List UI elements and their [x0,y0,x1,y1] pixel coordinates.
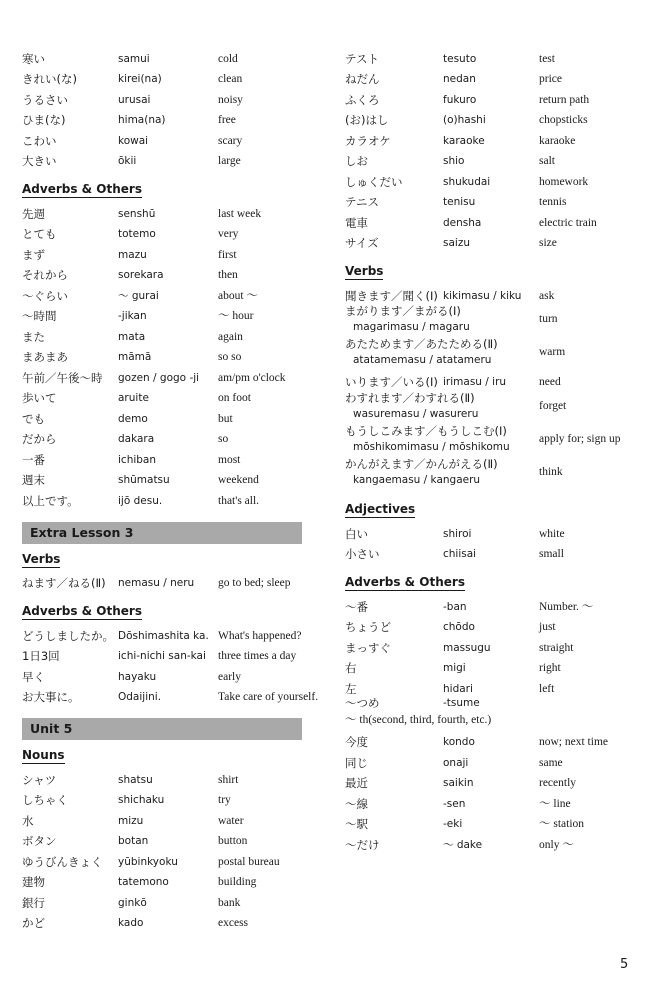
vocab-row [22,467,322,488]
romaji: shiroi [443,527,472,540]
romaji: tenisu [443,196,476,208]
japanese-term: まっすぐ [345,640,391,655]
romaji: yūbinkyoku [118,855,178,868]
vocab-row [345,614,645,635]
vocab-row [22,787,322,808]
english-meaning: but [218,412,233,425]
vocab-row [22,889,322,910]
english-meaning: right [539,662,561,674]
vocab-row [345,282,645,303]
japanese-term: 一番 [22,452,45,467]
japanese-term: ふくろ [345,92,380,107]
vocab-row [345,230,645,251]
vocab-row [22,426,322,447]
romaji: Dōshimashita ka. [118,629,209,642]
english-meaning: think [539,465,563,478]
romaji: shatsu [118,773,153,786]
english-meaning: warm [539,346,566,358]
vocab-entry [345,391,539,421]
romaji: hayaku [118,670,157,683]
romaji: fukuro [443,93,477,106]
japanese-term: 〜駅 [345,817,368,831]
english-meaning: What's happened? [218,629,302,642]
english-meaning: recently [539,777,577,789]
vocab-row [345,107,645,128]
english-meaning: chopsticks [539,114,588,126]
english-meaning: most [218,453,241,466]
japanese-term: 水 [22,813,34,828]
japanese-term: 大きい [22,154,57,168]
english-meaning: postal bureau [218,855,280,868]
page-number: 5 [620,957,629,972]
romaji: -jikan [118,310,147,322]
vocab-entry [345,304,539,334]
english-meaning: weekend [218,474,259,486]
japanese-term: 今度 [345,735,368,749]
japanese-term: うるさい [22,92,68,107]
romaji: massugu [443,641,491,654]
english-meaning: small [539,548,564,560]
japanese-term: テニス [345,195,380,209]
vocab-row [22,148,322,169]
vocab-list-adverbs-2 [22,622,322,704]
vocab-row [345,45,645,66]
vocab-row [22,200,322,221]
romaji: magarimasu / magaru [353,321,470,333]
english-meaning: water [218,814,244,827]
english-meaning: 〜 station [539,818,585,830]
vocab-row [22,385,322,406]
vocab-row [22,663,322,684]
japanese-term: こわい [22,133,57,148]
romaji: -tsume [443,696,480,709]
vocab-row [345,541,645,562]
romaji: (o)hashi [443,114,486,126]
japanese-term: でも [22,411,45,426]
vocab-row [345,729,645,750]
english-meaning: Number. 〜 [539,600,594,613]
vocab-row [22,262,322,283]
vocab-row [345,593,645,614]
japanese-term: 建物 [22,875,45,889]
english-meaning: left [539,682,555,695]
vocab-row [345,520,645,541]
romaji: dakara [118,433,155,445]
english-meaning: 〜 line [539,797,571,810]
japanese-term: 〜だけ [345,837,380,852]
english-meaning: turn [539,313,558,325]
english-meaning: electric train [539,216,597,229]
romaji: 〜 dake [443,838,483,851]
vocab-entry [345,424,539,454]
romaji: chiisai [443,548,477,560]
vocab-row [345,168,645,189]
romaji: saikin [443,777,474,789]
romaji: nemasu / neru [118,577,195,589]
romaji: samui [118,52,150,65]
vocab-row [345,303,645,336]
english-meaning: shirt [218,773,239,786]
romaji: -eki [443,818,463,830]
romaji: mata [118,330,146,343]
romaji: kado [118,917,144,929]
romaji: sorekara [118,269,164,281]
vocab-row [22,107,322,128]
english-meaning: only 〜 [539,838,574,851]
japanese-term: どうしましたか。 [22,628,114,643]
english-meaning: then [218,269,238,281]
japanese-term: いります／いる(Ⅰ) [345,375,438,389]
romaji: totemo [118,228,156,240]
vocab-row [345,369,645,390]
left-column [22,45,322,930]
romaji: botan [118,835,149,847]
romaji: hidari [443,682,473,695]
vocab-row [345,209,645,230]
vocab-row [345,770,645,791]
english-meaning: Take care of yourself. [218,691,319,703]
section-title-adverbs-2: Adverbs & Others [22,604,142,618]
japanese-term: サイズ [345,236,379,250]
english-meaning: early [218,670,241,683]
romaji: māmā [118,351,152,363]
section-title-verbs-right: Verbs [345,264,384,278]
japanese-term: とても [22,227,57,241]
english-meaning: 〜 hour [218,310,254,322]
vocab-row [22,643,322,664]
vocab-row [22,241,322,262]
english-meaning: apply for; sign up [539,432,621,445]
english-meaning: scary [218,134,243,147]
romaji: kondo [443,736,475,748]
english-meaning: very [218,228,239,240]
romaji: shichaku [118,794,165,806]
vocab-row [22,405,322,426]
section-title-verbs: Verbs [22,551,61,566]
english-meaning: so [218,433,229,445]
section-title-adjectives: Adjectives [345,502,416,516]
japanese-term: 左 [345,681,357,696]
vocab-row [22,487,322,508]
english-meaning: white [539,527,565,540]
romaji: kowai [118,134,149,147]
romaji: tesuto [443,52,477,65]
vocab-row [345,336,645,369]
japanese-term: 午前／午後〜時 [22,370,103,385]
japanese-term: ゆうびんきょく [22,854,103,869]
romaji: irimasu / iru [443,376,507,388]
japanese-term: ひま(な) [22,113,66,127]
romaji: tatemono [118,876,169,888]
vocab-row [22,282,322,303]
vocab-row [22,45,322,66]
romaji: 〜 gurai [118,289,159,302]
romaji: wasuremasu / wasureru [353,407,479,420]
english-meaning: button [218,835,248,847]
romaji: urusai [118,93,151,106]
japanese-term: 〜ぐらい [22,288,68,303]
vocab-row [22,344,322,365]
vocab-row [22,127,322,148]
japanese-term: また [22,329,45,344]
vocab-row [345,66,645,87]
romaji: chōdo [443,621,475,633]
vocab-list-verbs-right [345,282,645,488]
english-meaning: cold [218,52,238,65]
japanese-term: 銀行 [22,895,45,910]
vocab-list-nouns-cont [345,45,645,250]
japanese-term: ボタン [22,834,57,848]
romaji: migi [443,662,466,674]
english-meaning: same [539,756,563,769]
japanese-term: もうしこみます／もうしこむ(Ⅰ) [345,423,507,438]
english-meaning: need [539,376,561,388]
japanese-term: お大事に。 [22,690,80,704]
romaji: senshū [118,207,156,220]
romaji: ōkii [118,155,137,167]
vocab-row [345,389,645,422]
english-meaning: price [539,73,562,85]
japanese-term: シャツ [22,772,57,787]
japanese-term: 歩いて [22,391,57,405]
english-meaning: forget [539,399,567,412]
english-meaning: try [218,794,231,806]
vocab-list-nouns [22,766,322,930]
japanese-term: あたためます／あたためる(Ⅱ) [345,337,498,351]
romaji: hima(na) [118,114,166,126]
vocab-list-verbs [22,570,322,591]
english-meaning: go to bed; sleep [218,577,291,589]
japanese-term: しゅくだい [345,174,403,189]
vocab-row [22,869,322,890]
japanese-term: しちゃく [22,793,68,807]
japanese-term: それから [22,268,68,282]
english-meaning: straight [539,641,574,654]
english-meaning: about 〜 [218,289,258,302]
vocab-row [345,634,645,655]
lesson-banner-unit-5: Unit 5 [22,718,302,740]
vocab-row [345,811,645,832]
vocab-row [345,189,645,210]
english-meaning: return path [539,93,590,106]
vocab-row [22,910,322,931]
english-meaning: size [539,237,557,249]
japanese-term: 〜つめ [345,695,380,710]
section-title-nouns: Nouns [22,748,65,762]
vocab-row [345,696,645,729]
japanese-term: テスト [345,51,380,66]
romaji: kangaemasu / kangaeru [353,473,481,486]
japanese-term: しお [345,154,368,168]
vocab-list-adjectives-cont [22,45,322,168]
english-meaning: homework [539,175,589,188]
vocab-row [22,221,322,242]
japanese-term: 同じ [345,755,368,770]
vocab-row [345,455,645,488]
vocab-row [345,127,645,148]
english-meaning: first [218,248,237,261]
english-meaning: clean [218,73,243,85]
english-meaning: just [539,621,556,633]
english-meaning: karaoke [539,134,576,147]
english-meaning: free [218,114,236,126]
romaji: nedan [443,73,476,85]
japanese-term: 以上です。 [22,493,79,508]
japanese-term: まず [22,247,45,262]
vocab-row [22,848,322,869]
japanese-term: わすれます／わすれる(Ⅱ) [345,390,475,405]
vocab-entry [345,337,539,367]
romaji: demo [118,412,148,425]
english-meaning: large [218,155,241,167]
english-meaning: now; next time [539,736,608,748]
english-meaning: am/pm o'clock [218,371,286,384]
japanese-term: 聞きます／聞く(Ⅰ) [345,288,438,303]
japanese-term: 小さい [345,547,380,561]
japanese-term: 寒い [22,51,45,66]
japanese-term: かど [22,916,45,930]
romaji: Odaijini. [118,691,162,703]
vocab-list-adverbs-right [345,593,645,852]
japanese-term: 〜時間 [22,309,57,323]
romaji: ijō desu. [118,494,163,507]
vocab-row [345,831,645,852]
english-meaning: on foot [218,392,251,404]
romaji: ichi-nichi san-kai [118,650,206,662]
romaji: gozen / gogo -ji [118,371,200,384]
romaji: mazu [118,248,147,261]
vocab-row [22,364,322,385]
japanese-term: ねだん [345,72,380,86]
english-meaning: noisy [218,93,243,106]
vocab-entry [345,457,539,487]
vocab-row [22,570,322,591]
romaji: mizu [118,814,144,827]
romaji: -ban [443,600,467,613]
japanese-term: だから [22,432,57,446]
japanese-term: 先週 [22,206,45,221]
vocab-row [345,655,645,676]
vocab-row [345,422,645,455]
english-meaning: ask [539,289,555,302]
vocab-row [22,622,322,643]
vocab-row [345,86,645,107]
english-meaning: three times a day [218,650,297,662]
romaji: -sen [443,797,466,810]
vocab-row [22,766,322,787]
vocab-row [22,446,322,467]
japanese-term: 白い [345,526,368,541]
japanese-term: (お)はし [345,113,389,127]
vocab-row [22,323,322,344]
vocab-row [345,790,645,811]
vocab-list-adverbs [22,200,322,508]
english-meaning: 〜 th(second, third, fourth, etc.) [345,713,492,726]
japanese-term: ねます／ねる(Ⅱ) [22,576,106,590]
vocab-row [22,86,322,107]
japanese-term: 早く [22,669,45,684]
lesson-banner-extra-3: Extra Lesson 3 [22,522,302,544]
english-meaning: last week [218,207,262,220]
romaji: shio [443,155,465,167]
vocab-list-adjectives [345,520,645,561]
japanese-term: 1日3回 [22,649,60,663]
vocab-row [345,148,645,169]
japanese-term: 〜番 [345,599,368,614]
section-title-adverbs-right: Adverbs & Others [345,575,465,589]
romaji: ginkō [118,896,147,909]
english-meaning: excess [218,917,249,929]
vocab-row [345,675,645,696]
japanese-term: 週末 [22,473,45,487]
japanese-term: 電車 [345,215,368,230]
romaji: mōshikomimasu / mōshikomu [353,440,510,453]
romaji: kirei(na) [118,73,162,85]
romaji: aruite [118,392,149,404]
romaji: atatamemasu / atatameru [353,354,492,366]
romaji: karaoke [443,134,485,147]
english-meaning: salt [539,155,555,167]
right-column [345,45,645,852]
japanese-term: きれい(な) [22,72,77,86]
japanese-term: 〜線 [345,796,368,811]
english-meaning: building [218,876,257,888]
english-meaning: again [218,330,243,343]
english-meaning: bank [218,896,241,909]
japanese-term: かんがえます／かんがえる(Ⅱ) [345,456,498,471]
romaji: densha [443,216,482,229]
japanese-term: まがります／まがる(Ⅰ) [345,304,461,318]
japanese-term: ちょうど [345,620,391,634]
vocab-row [22,684,322,705]
english-meaning: that's all. [218,494,260,507]
romaji: kikimasu / kiku [443,289,522,302]
english-meaning: test [539,52,555,65]
japanese-term: 最近 [345,776,368,790]
japanese-term: カラオケ [345,133,391,148]
english-meaning: tennis [539,196,567,208]
japanese-term: まあまあ [22,350,68,364]
english-meaning: so so [218,351,242,363]
section-title-adverbs: Adverbs & Others [22,182,142,196]
romaji: shūmatsu [118,474,170,486]
vocab-row [345,749,645,770]
romaji: saizu [443,237,470,249]
romaji: ichiban [118,453,157,466]
romaji: onaji [443,756,469,769]
japanese-term: 右 [345,661,357,675]
vocab-row [22,807,322,828]
vocab-row [22,303,322,324]
romaji: shukudai [443,175,491,188]
vocab-row [22,66,322,87]
vocab-row [22,828,322,849]
